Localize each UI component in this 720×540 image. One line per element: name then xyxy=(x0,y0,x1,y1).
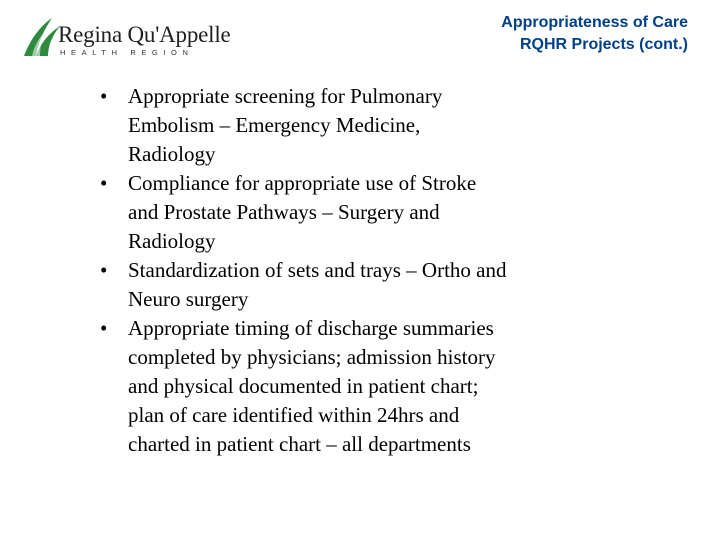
swoosh-logo-icon xyxy=(22,16,62,58)
bullet-marker: • xyxy=(100,316,108,340)
bullet-line: Radiology xyxy=(128,142,216,166)
bullet-item-pulmonary-embolism xyxy=(100,82,590,169)
logo-name: Regina Qu'Appelle xyxy=(58,22,231,47)
region-logo xyxy=(22,16,232,60)
bullet-line: completed by physicians; admission history xyxy=(128,345,496,369)
slide-title xyxy=(268,12,688,56)
bullet-line: Appropriate screening for Pulmonary xyxy=(128,84,443,108)
bullet-item-sets-trays xyxy=(100,256,590,314)
bullet-line: Standardization of sets and trays – Ortho and xyxy=(128,258,507,282)
bullet-line: and Prostate Pathways – Surgery and xyxy=(128,200,440,224)
slide-title-line-2: RQHR Projects (cont.) xyxy=(519,36,688,53)
bullet-marker: • xyxy=(100,84,108,108)
bullet-line: Compliance for appropriate use of Stroke xyxy=(128,171,477,195)
bullet-marker: • xyxy=(100,258,108,282)
slide-title-line-1: Appropriateness of Care xyxy=(501,14,688,31)
bullet-item-stroke-prostate xyxy=(100,169,590,256)
bullet-line: charted in patient chart – all departments xyxy=(128,432,471,456)
bullet-line: plan of care identified within 24hrs and xyxy=(128,403,460,427)
bullet-line: Embolism – Emergency Medicine, xyxy=(128,113,421,137)
bullet-list xyxy=(100,82,590,459)
bullet-item-discharge-summaries xyxy=(100,314,590,459)
bullet-line: Neuro surgery xyxy=(128,287,249,311)
bullet-line: Appropriate timing of discharge summaries xyxy=(128,316,494,340)
bullet-line: and physical documented in patient chart; xyxy=(128,374,479,398)
logo-subtitle: HEALTH REGION xyxy=(60,48,194,57)
bullet-marker: • xyxy=(100,171,108,195)
bullet-line: Radiology xyxy=(128,229,216,253)
